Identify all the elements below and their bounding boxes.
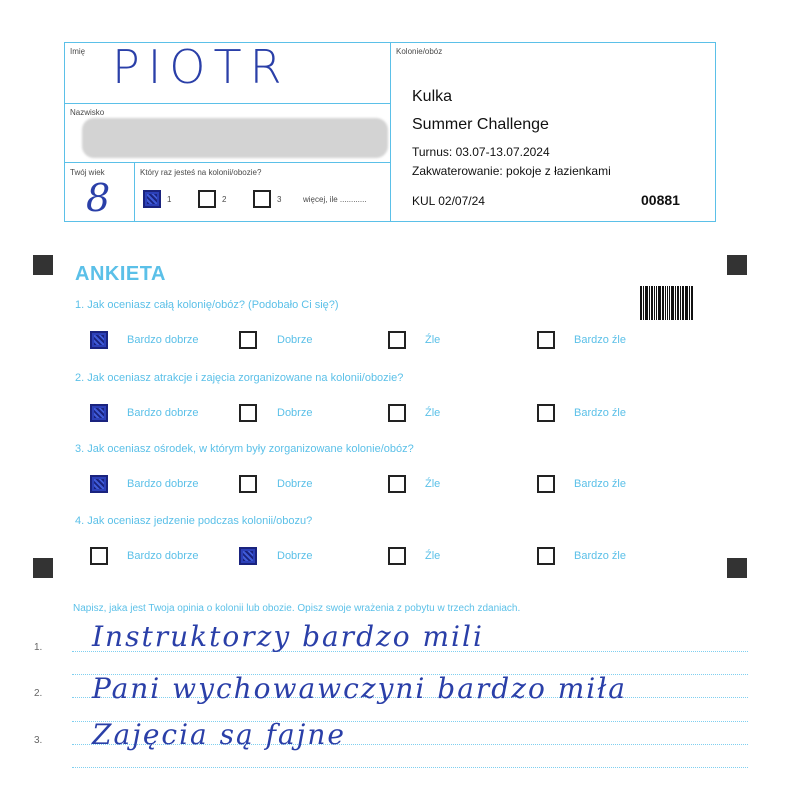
question-1-option-4-checkbox[interactable]: [537, 331, 555, 349]
question-2-text: 2. Jak oceniasz atrakcje i zajęcia zorganizowane na kolonii/obozie?: [75, 372, 404, 384]
visit-option-1-label: 1: [167, 195, 172, 204]
header-divider-2: [64, 162, 390, 163]
question-4-option-3-label: Źle: [425, 550, 441, 562]
visit-option-2-label: 2: [222, 195, 227, 204]
answer-1[interactable]: Instruktorzy bardzo mili: [92, 620, 484, 653]
header-divider-vertical: [390, 42, 391, 222]
barcode: [640, 286, 694, 320]
answer-3[interactable]: Zajęcia są fajne: [92, 718, 346, 751]
answer-2[interactable]: Pani wychowawczyni bardzo miła: [92, 672, 628, 705]
camp-code: KUL 02/07/24: [412, 194, 485, 208]
question-3-text: 3. Jak oceniasz ośrodek, w którym były zorganizowane kolonie/obóz?: [75, 443, 414, 455]
question-4-option-4-checkbox[interactable]: [537, 547, 555, 565]
line-number-2: 2.: [34, 688, 43, 699]
question-2-option-3-label: Źle: [425, 407, 441, 419]
question-3-option-3-label: Źle: [425, 478, 441, 490]
question-4-text: 4. Jak oceniasz jedzenie podczas kolonii/obozu?: [75, 515, 313, 527]
nazwisko-label: Nazwisko: [70, 108, 105, 117]
question-4-option-2-checkbox[interactable]: [239, 547, 257, 565]
redacted-surname: [82, 118, 388, 158]
question-4-option-3-checkbox[interactable]: [388, 547, 406, 565]
question-2-option-3-checkbox[interactable]: [388, 404, 406, 422]
question-1-text: 1. Jak oceniasz całą kolonię/obóz? (Podobało Ci się?): [75, 299, 339, 311]
imie-value: PIOTR: [112, 40, 290, 94]
question-3-option-1-label: Bardzo dobrze: [127, 478, 199, 490]
opinion-prompt: Napisz, jaka jest Twoja opinia o kolonii lub obozie. Opisz swoje wrażenia z pobytu w trzech zdaniach.: [73, 603, 521, 614]
question-3-option-2-label: Dobrze: [277, 478, 313, 490]
question-3-option-2-checkbox[interactable]: [239, 475, 257, 493]
visit-option-3-label: 3: [277, 195, 282, 204]
question-4-option-2-label: Dobrze: [277, 550, 313, 562]
question-2-option-4-checkbox[interactable]: [537, 404, 555, 422]
zakwaterowanie: Zakwaterowanie: pokoje z łazienkami: [412, 164, 611, 178]
question-1-option-2-checkbox[interactable]: [239, 331, 257, 349]
survey-title: ANKIETA: [75, 263, 166, 285]
header-divider-age: [134, 162, 135, 222]
answer-line-3b: [72, 767, 748, 768]
camp-name: Kulka: [412, 88, 453, 105]
wiek-label: Twój wiek: [70, 168, 105, 177]
question-1-option-4-label: Bardzo źle: [574, 334, 626, 346]
question-3-option-4-checkbox[interactable]: [537, 475, 555, 493]
question-2-option-1-label: Bardzo dobrze: [127, 407, 199, 419]
question-2-option-4-label: Bardzo źle: [574, 407, 626, 419]
line-number-1: 1.: [34, 642, 43, 653]
question-1-option-2-label: Dobrze: [277, 334, 313, 346]
header-divider-1: [64, 103, 390, 104]
visit-option-1-checkbox[interactable]: [143, 190, 161, 208]
question-1-option-3-checkbox[interactable]: [388, 331, 406, 349]
turnus: Turnus: 03.07-13.07.2024: [412, 145, 550, 159]
question-3-option-4-label: Bardzo źle: [574, 478, 626, 490]
visit-option-3-checkbox[interactable]: [253, 190, 271, 208]
question-1-option-1-label: Bardzo dobrze: [127, 334, 199, 346]
visit-option-2-checkbox[interactable]: [198, 190, 216, 208]
question-4-option-4-label: Bardzo źle: [574, 550, 626, 562]
question-2-option-1-checkbox[interactable]: [90, 404, 108, 422]
question-3-option-1-checkbox[interactable]: [90, 475, 108, 493]
registration-marker-top-right: [727, 255, 747, 275]
question-4-option-1-label: Bardzo dobrze: [127, 550, 199, 562]
line-number-3: 3.: [34, 735, 43, 746]
registration-marker-bottom-left: [33, 558, 53, 578]
imie-label: Imię: [70, 47, 86, 56]
question-1-option-1-checkbox[interactable]: [90, 331, 108, 349]
kolonia-label: Kolonie/obóz: [396, 47, 443, 56]
ktory-raz-label: Który raz jesteś na kolonii/obozie?: [140, 168, 262, 177]
question-2-option-2-checkbox[interactable]: [239, 404, 257, 422]
registration-marker-bottom-right: [727, 558, 747, 578]
wiek-value: 8: [86, 176, 111, 220]
registration-marker-top-left: [33, 255, 53, 275]
question-1-option-3-label: Źle: [425, 334, 441, 346]
form-number: 00881: [641, 192, 680, 208]
question-4-option-1-checkbox[interactable]: [90, 547, 108, 565]
question-3-option-3-checkbox[interactable]: [388, 475, 406, 493]
visit-option-more-label: więcej, ile ............: [303, 195, 367, 204]
camp-program: Summer Challenge: [412, 116, 549, 133]
question-2-option-2-label: Dobrze: [277, 407, 313, 419]
